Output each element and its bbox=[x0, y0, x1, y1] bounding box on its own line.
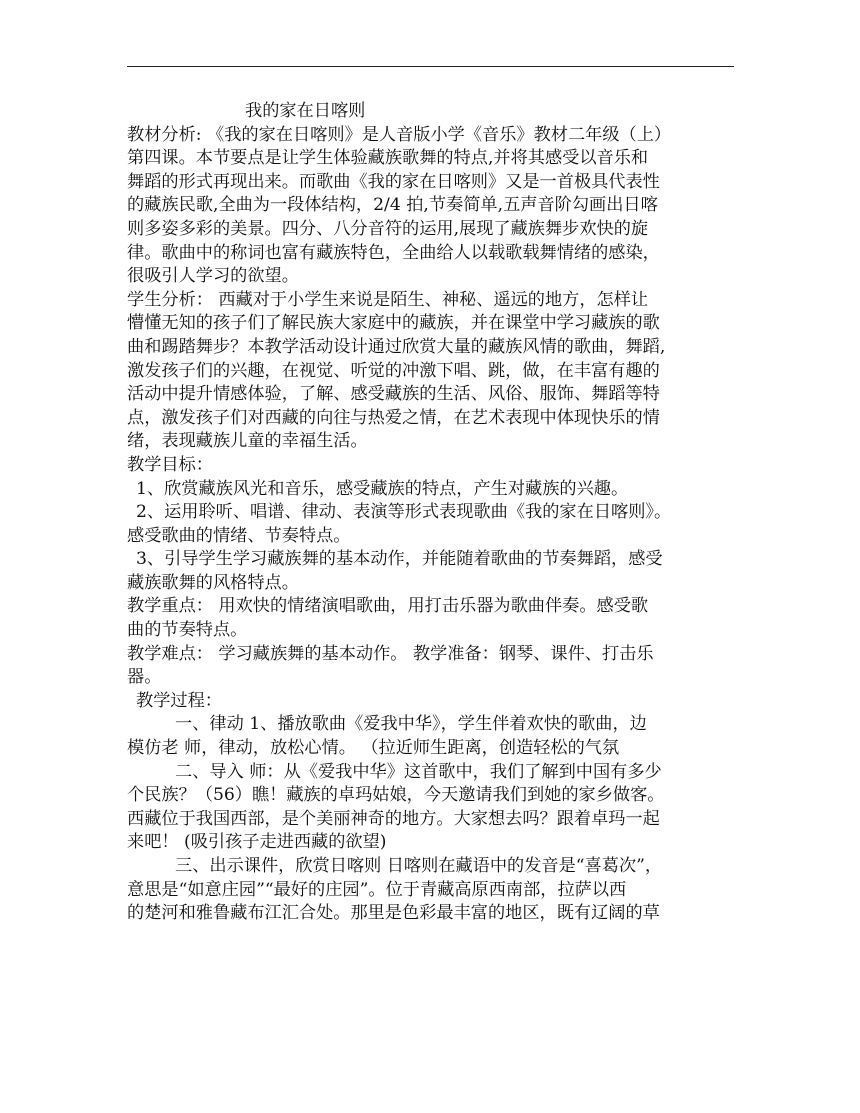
text-line: 曲和踢踏舞步？本教学活动设计通过欣赏大量的藏族风情的歌曲，舞蹈, bbox=[127, 336, 666, 357]
text-line: 器。 bbox=[127, 667, 162, 688]
process-step: 一、律动 1、播放歌曲《爱我中华》，学生伴着欢快的歌曲，边 bbox=[175, 714, 647, 735]
text-line: 点，激发孩子们对西藏的向往与热爱之情，在艺术表现中体现快乐的情 bbox=[127, 407, 660, 428]
text-line: 活动中提升情感体验，了解、感受藏族的生活、风俗、服饰、舞蹈等特 bbox=[127, 384, 660, 405]
section-heading: 教学目标： bbox=[127, 454, 213, 475]
text-line: 学生分析： 西藏对于小学生来说是陌生、神秘、遥远的地方，怎样让 bbox=[127, 289, 649, 310]
text-line: 的藏族民歌,全曲为一段体结构，2/4 拍,节奏简单,五声音阶勾画出日喀 bbox=[127, 195, 658, 216]
text-line: 藏族歌舞的风格特点。 bbox=[127, 572, 299, 593]
text-line: 舞蹈的形式再现出来。而歌曲《我的家在日喀则》又是一首极具代表性 bbox=[127, 171, 660, 192]
text-line: 教学难点： 学习藏族舞的基本动作。 教学准备：钢琴、课件、打击乐 bbox=[127, 643, 654, 664]
objective-item: 2、运用聆听、唱谱、律动、表演等形式表现歌曲《我的家在日喀则》。 bbox=[136, 502, 672, 523]
objective-item: 3、引导学生学习藏族舞的基本动作，并能随着歌曲的节奏舞蹈，感受 bbox=[136, 549, 663, 570]
text-line: 个民族？（56）瞧！藏族的卓玛姑娘，今天邀请我们到她的家乡做客。 bbox=[127, 785, 665, 806]
text-line: 教学重点： 用欢快的情绪演唱歌曲，用打击乐器为歌曲伴奏。感受歌 bbox=[127, 596, 649, 617]
text-line: 激发孩子们的兴趣，在视觉、听觉的冲激下唱、跳，做，在丰富有趣的 bbox=[127, 360, 660, 381]
text-line: 绪，表现藏族儿童的幸福生活。 bbox=[127, 431, 368, 452]
text-line: 的楚河和雅鲁藏布江汇合处。那里是色彩最丰富的地区，既有辽阔的草 bbox=[127, 903, 660, 924]
process-step: 二、导入 师：从《爱我中华》这首歌中，我们了解到中国有多少 bbox=[175, 761, 662, 782]
text-line: 则多姿多彩的美景。四分、八分音符的运用,展现了藏族舞步欢快的旋 bbox=[127, 218, 649, 239]
text-line: 意思是“如意庄园”“最好的庄园”。位于青藏高原西南部，拉萨以西 bbox=[127, 879, 627, 900]
process-step: 三、出示课件，欣赏日喀则 日喀则在藏语中的发音是“喜葛次”， bbox=[175, 856, 663, 876]
text-line: 懵懂无知的孩子们了解民族大家庭中的藏族，并在课堂中学习藏族的歌 bbox=[127, 313, 660, 334]
text-line: 很吸引人学习的欲望。 bbox=[127, 266, 299, 287]
text-line: 律。歌曲中的称词也富有藏族特色，全曲给人以载歌载舞情绪的感染， bbox=[127, 242, 660, 263]
text-line: 教材分析: 《我的家在日喀则》是人音版小学《音乐》教材二年级（上） bbox=[127, 124, 672, 145]
objective-item: 1、欣赏藏族风光和音乐，感受藏族的特点，产生对藏族的兴趣。 bbox=[136, 478, 629, 499]
text-line: 第四课。本节要点是让学生体验藏族歌舞的特点,并将其感受以音乐和 bbox=[127, 148, 649, 169]
section-heading: 教学过程： bbox=[136, 690, 222, 711]
text-line: 模仿老 师，律动，放松心情。 （拉近师生距离，创造轻松的气氛 bbox=[127, 738, 620, 759]
header-rule bbox=[127, 66, 734, 67]
text-line: 感受歌曲的情绪、节奏特点。 bbox=[127, 525, 351, 546]
text-line: 曲的节奏特点。 bbox=[127, 620, 248, 641]
text-line: 西藏位于我国西部，是个美丽神奇的地方。大家想去吗？跟着卓玛一起 bbox=[127, 808, 660, 829]
text-line: 来吧！ (吸引孩子走进西藏的欲望) bbox=[127, 832, 387, 853]
document-body bbox=[127, 100, 738, 926]
document-title: 我的家在日喀则 bbox=[245, 101, 366, 121]
